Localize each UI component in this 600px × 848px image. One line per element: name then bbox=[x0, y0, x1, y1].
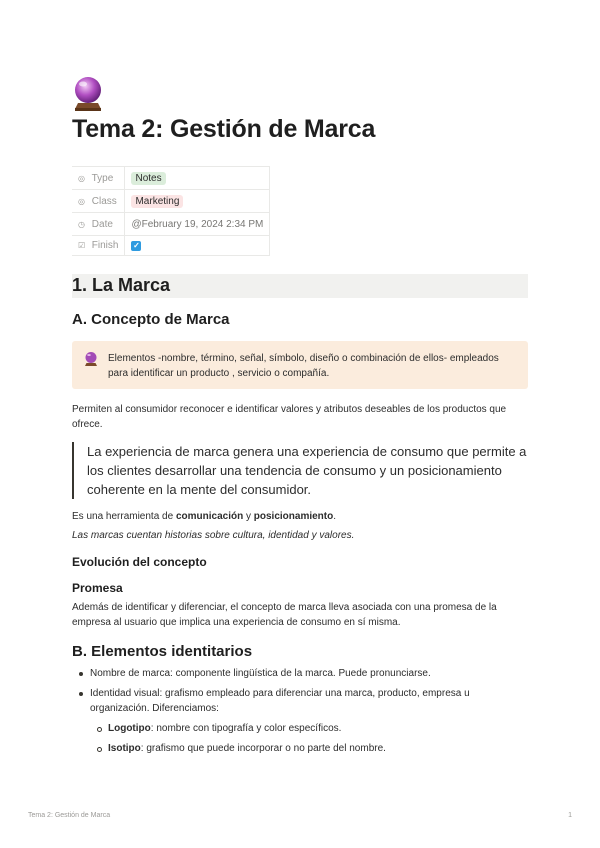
subsection-heading-a: A. Concepto de Marca bbox=[72, 311, 230, 328]
section-heading: 1. La Marca bbox=[72, 275, 171, 295]
property-value[interactable] bbox=[125, 236, 270, 256]
paragraph-italic: Las marcas cuentan historias sobre cultura, identidad y valores. bbox=[72, 530, 355, 541]
list-subitem: Logotipo: nombre con tipografía y color específicos. bbox=[108, 723, 342, 734]
property-row-type bbox=[72, 167, 270, 190]
bullet-icon bbox=[79, 692, 83, 696]
callout bbox=[72, 341, 528, 389]
quote-block: La experiencia de marca genera una experiencia de consumo que permite a los clientes desarrollar una tendencia de consumo y un posicionamiento coherente en la mente del consumidor. bbox=[72, 442, 528, 499]
bullet-icon bbox=[79, 672, 83, 676]
finish-checkbox[interactable]: ✓ bbox=[133, 241, 140, 250]
evolucion-heading: Evolución del concepto bbox=[72, 555, 207, 569]
property-row-finish bbox=[72, 236, 270, 256]
checkbox-icon: ☑ bbox=[78, 241, 86, 250]
properties-table bbox=[72, 166, 270, 256]
page-title: Tema 2: Gestión de Marca bbox=[72, 115, 376, 143]
property-key: ◎ Class bbox=[72, 190, 125, 213]
page-number: 1 bbox=[568, 812, 572, 819]
property-value[interactable] bbox=[125, 167, 270, 190]
promesa-text: Además de identificar y diferenciar, el concepto de marca lleva asociada con una promesa de la empresa al usuario que implica una experiencia de consumo en sí misma. bbox=[72, 602, 497, 628]
date-value[interactable]: @February 19, 2024 2:34 PM bbox=[131, 218, 264, 230]
class-tag[interactable]: Marketing bbox=[131, 195, 183, 208]
property-key: ◷ Date bbox=[72, 213, 125, 236]
footer-title: Tema 2: Gestión de Marca bbox=[28, 812, 111, 819]
callout-text: Elementos -nombre, término, señal, símbolo, diseño o combinación de ellos- empleados para identificar un producto , servicio o compañía. bbox=[108, 353, 499, 379]
property-key: ☑ Finish bbox=[72, 236, 125, 256]
promesa-heading: Promesa bbox=[72, 581, 123, 595]
list-subitem: Isotipo: grafismo que puede incorporar o no parte del nombre. bbox=[108, 743, 386, 754]
crystal-ball-icon bbox=[84, 351, 98, 367]
property-row-date bbox=[72, 213, 270, 236]
bullet-circle-icon bbox=[97, 747, 102, 752]
list-item: Identidad visual: grafismo empleado para diferenciar una marca, producto, empresa u organización. Diferenciamos: bbox=[90, 688, 470, 714]
type-tag[interactable]: Notes bbox=[131, 172, 165, 185]
property-key: ◎ Type bbox=[72, 167, 125, 190]
property-value[interactable] bbox=[125, 213, 270, 236]
property-row-class bbox=[72, 190, 270, 213]
crystal-ball-icon bbox=[72, 74, 106, 112]
bullet-circle-icon bbox=[97, 727, 102, 732]
paragraph-herramienta: Es una herramienta de comunicación y posicionamiento. bbox=[72, 511, 336, 522]
list-item: Nombre de marca: componente lingüística de la marca. Puede pronunciarse. bbox=[90, 668, 431, 679]
status-icon: ◎ bbox=[78, 196, 85, 206]
status-icon: ◎ bbox=[78, 173, 85, 183]
paragraph: Permiten al consumidor reconocer e identificar valores y atributos deseables de los productos que ofrece. bbox=[72, 404, 507, 430]
subsection-heading-b: B. Elementos identitarios bbox=[72, 643, 253, 660]
clock-icon: ◷ bbox=[78, 219, 85, 229]
property-value[interactable] bbox=[125, 190, 270, 213]
